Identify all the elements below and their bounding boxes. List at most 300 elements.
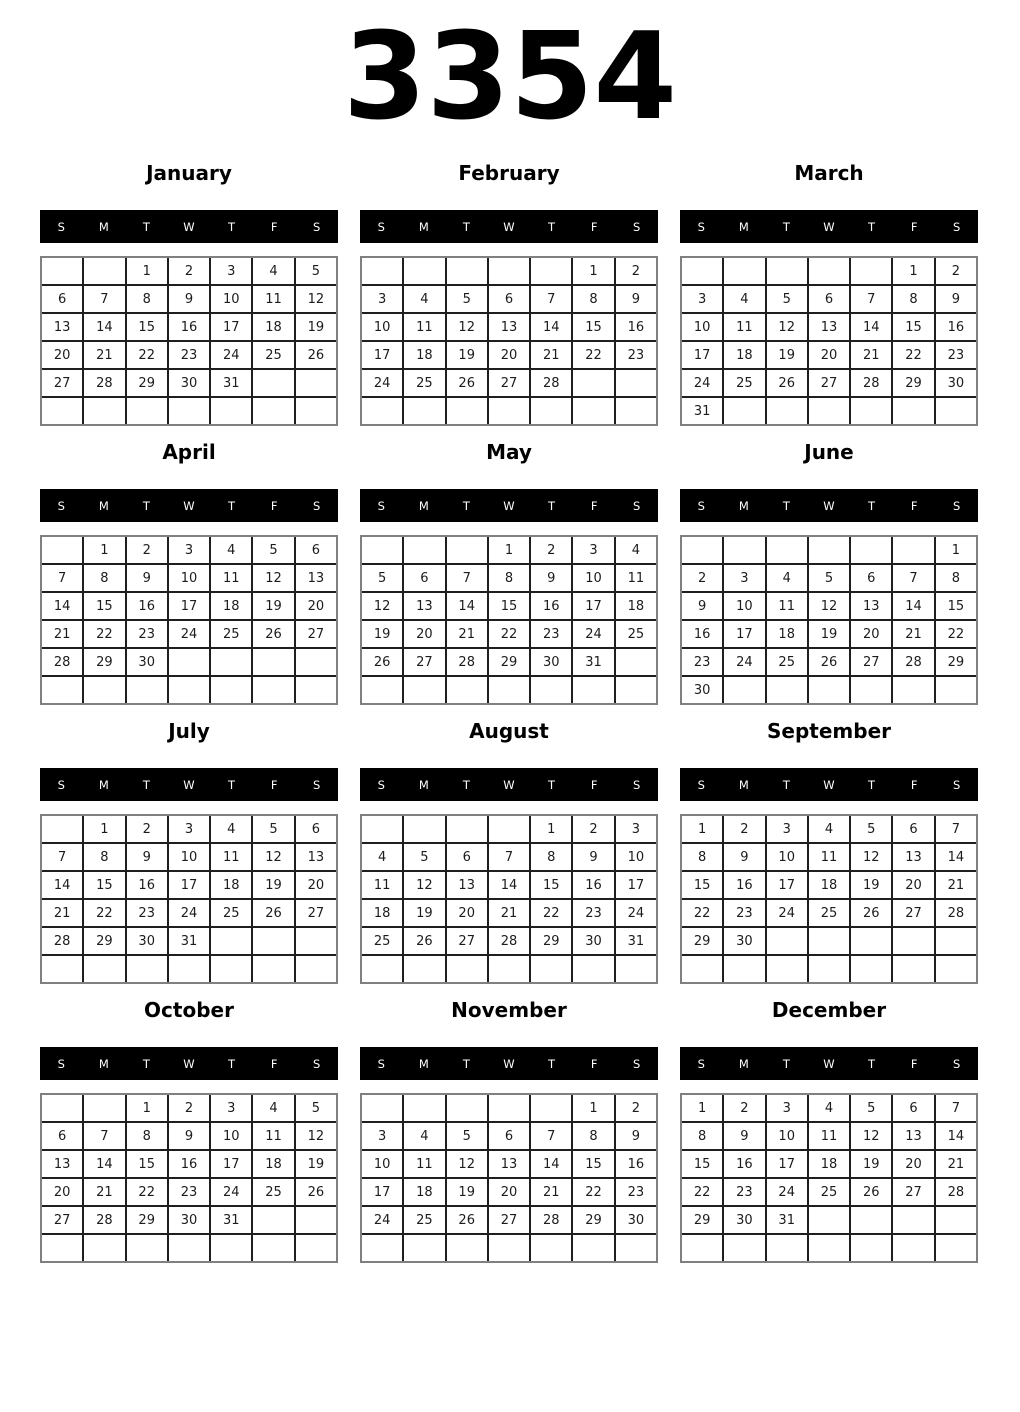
day-cell: 26 bbox=[851, 900, 891, 926]
day-cell: 19 bbox=[253, 593, 293, 619]
day-cell: 13 bbox=[296, 844, 336, 870]
empty-day-cell bbox=[296, 370, 336, 396]
day-cell: 16 bbox=[616, 314, 656, 340]
empty-day-cell bbox=[809, 537, 849, 563]
weekday-label: F bbox=[270, 498, 278, 513]
day-cell: 3 bbox=[169, 537, 209, 563]
day-cell: 8 bbox=[489, 565, 529, 591]
day-cell: 14 bbox=[42, 872, 82, 898]
weekday-label: T bbox=[868, 777, 876, 792]
day-cell: 9 bbox=[616, 1123, 656, 1149]
weekday-label: T bbox=[462, 498, 470, 513]
day-cell: 12 bbox=[253, 565, 293, 591]
day-cell: 5 bbox=[296, 1095, 336, 1121]
day-cell: 7 bbox=[531, 286, 571, 312]
day-cell: 30 bbox=[616, 1207, 656, 1233]
weekday-header-row bbox=[680, 768, 978, 801]
day-cell: 27 bbox=[893, 900, 933, 926]
day-cell: 31 bbox=[767, 1207, 807, 1233]
day-cell: 2 bbox=[616, 1095, 656, 1121]
empty-day-cell bbox=[404, 816, 444, 842]
day-cell: 21 bbox=[489, 900, 529, 926]
day-cell: 17 bbox=[169, 593, 209, 619]
day-cell: 25 bbox=[767, 649, 807, 675]
day-cell: 15 bbox=[127, 314, 167, 340]
weekday-label: T bbox=[868, 498, 876, 513]
day-cell: 11 bbox=[362, 872, 402, 898]
day-cell: 24 bbox=[169, 621, 209, 647]
day-cell: 17 bbox=[767, 1151, 807, 1177]
weekday-header-row bbox=[680, 210, 978, 243]
empty-day-cell bbox=[42, 816, 82, 842]
empty-day-cell bbox=[253, 1235, 293, 1261]
weekday-label: S bbox=[697, 498, 705, 513]
day-cell: 4 bbox=[809, 1095, 849, 1121]
day-cell: 13 bbox=[809, 314, 849, 340]
empty-day-cell bbox=[253, 928, 293, 954]
empty-day-cell bbox=[724, 537, 764, 563]
empty-day-cell bbox=[42, 1095, 82, 1121]
empty-day-cell bbox=[211, 649, 251, 675]
empty-day-cell bbox=[851, 258, 891, 284]
day-cell: 28 bbox=[893, 649, 933, 675]
day-cell: 12 bbox=[809, 593, 849, 619]
day-cell: 21 bbox=[893, 621, 933, 647]
empty-day-cell bbox=[127, 956, 167, 982]
day-cell: 22 bbox=[682, 900, 722, 926]
weekday-label: M bbox=[98, 498, 109, 513]
day-cell: 14 bbox=[84, 314, 124, 340]
empty-day-cell bbox=[211, 398, 251, 424]
day-cell: 3 bbox=[362, 1123, 402, 1149]
day-cell: 17 bbox=[211, 1151, 251, 1177]
day-cell: 22 bbox=[682, 1179, 722, 1205]
day-cell: 27 bbox=[851, 649, 891, 675]
month-november bbox=[360, 999, 658, 1263]
month-name: February bbox=[458, 161, 560, 185]
day-cell: 17 bbox=[767, 872, 807, 898]
empty-day-cell bbox=[767, 537, 807, 563]
date-grid bbox=[40, 535, 338, 705]
day-cell: 7 bbox=[42, 844, 82, 870]
day-cell: 3 bbox=[724, 565, 764, 591]
weekday-label: T bbox=[228, 1056, 236, 1071]
day-cell: 12 bbox=[447, 1151, 487, 1177]
day-cell: 26 bbox=[851, 1179, 891, 1205]
day-cell: 15 bbox=[893, 314, 933, 340]
weekday-header-row bbox=[40, 489, 338, 522]
day-cell: 14 bbox=[84, 1151, 124, 1177]
day-cell: 25 bbox=[211, 900, 251, 926]
weekday-label: S bbox=[57, 1056, 65, 1071]
day-cell: 29 bbox=[127, 1207, 167, 1233]
weekday-label: T bbox=[868, 1056, 876, 1071]
day-cell: 10 bbox=[362, 314, 402, 340]
weekday-label: F bbox=[270, 1056, 278, 1071]
weekday-label: S bbox=[697, 777, 705, 792]
day-cell: 23 bbox=[936, 342, 976, 368]
empty-day-cell bbox=[767, 928, 807, 954]
weekday-header-row bbox=[40, 210, 338, 243]
weekday-label: T bbox=[548, 1056, 556, 1071]
empty-day-cell bbox=[893, 537, 933, 563]
weekday-label: M bbox=[98, 777, 109, 792]
day-cell: 20 bbox=[489, 342, 529, 368]
months-grid bbox=[40, 162, 980, 1263]
day-cell: 21 bbox=[851, 342, 891, 368]
day-cell: 24 bbox=[573, 621, 613, 647]
day-cell: 1 bbox=[893, 258, 933, 284]
weekday-label: S bbox=[633, 1056, 641, 1071]
day-cell: 6 bbox=[42, 286, 82, 312]
empty-day-cell bbox=[84, 398, 124, 424]
empty-day-cell bbox=[127, 1235, 167, 1261]
day-cell: 15 bbox=[573, 1151, 613, 1177]
day-cell: 30 bbox=[531, 649, 571, 675]
empty-day-cell bbox=[362, 258, 402, 284]
day-cell: 29 bbox=[531, 928, 571, 954]
day-cell: 28 bbox=[42, 649, 82, 675]
day-cell: 21 bbox=[42, 900, 82, 926]
day-cell: 29 bbox=[489, 649, 529, 675]
day-cell: 12 bbox=[362, 593, 402, 619]
empty-day-cell bbox=[42, 398, 82, 424]
day-cell: 28 bbox=[531, 1207, 571, 1233]
date-grid bbox=[680, 256, 978, 426]
day-cell: 20 bbox=[489, 1179, 529, 1205]
empty-day-cell bbox=[851, 928, 891, 954]
day-cell: 19 bbox=[404, 900, 444, 926]
day-cell: 26 bbox=[809, 649, 849, 675]
day-cell: 3 bbox=[362, 286, 402, 312]
empty-day-cell bbox=[573, 398, 613, 424]
day-cell: 30 bbox=[682, 677, 722, 703]
day-cell: 13 bbox=[851, 593, 891, 619]
day-cell: 4 bbox=[767, 565, 807, 591]
day-cell: 13 bbox=[42, 314, 82, 340]
weekday-label: S bbox=[377, 777, 385, 792]
day-cell: 21 bbox=[936, 872, 976, 898]
day-cell: 23 bbox=[573, 900, 613, 926]
day-cell: 3 bbox=[682, 286, 722, 312]
day-cell: 30 bbox=[127, 649, 167, 675]
weekday-label: T bbox=[462, 777, 470, 792]
weekday-label: F bbox=[590, 1056, 598, 1071]
day-cell: 6 bbox=[42, 1123, 82, 1149]
day-cell: 27 bbox=[893, 1179, 933, 1205]
day-cell: 2 bbox=[936, 258, 976, 284]
empty-day-cell bbox=[211, 928, 251, 954]
day-cell: 30 bbox=[169, 1207, 209, 1233]
day-cell: 10 bbox=[211, 1123, 251, 1149]
empty-day-cell bbox=[127, 398, 167, 424]
weekday-label: S bbox=[377, 498, 385, 513]
day-cell: 23 bbox=[169, 1179, 209, 1205]
day-cell: 9 bbox=[936, 286, 976, 312]
day-cell: 8 bbox=[682, 844, 722, 870]
weekday-label: T bbox=[782, 498, 790, 513]
day-cell: 23 bbox=[724, 900, 764, 926]
empty-day-cell bbox=[127, 677, 167, 703]
day-cell: 24 bbox=[616, 900, 656, 926]
day-cell: 6 bbox=[447, 844, 487, 870]
weekday-label: T bbox=[782, 1056, 790, 1071]
day-cell: 17 bbox=[362, 1179, 402, 1205]
day-cell: 10 bbox=[362, 1151, 402, 1177]
day-cell: 8 bbox=[573, 1123, 613, 1149]
day-cell: 27 bbox=[296, 621, 336, 647]
weekday-label: M bbox=[418, 1056, 429, 1071]
day-cell: 16 bbox=[573, 872, 613, 898]
day-cell: 22 bbox=[489, 621, 529, 647]
day-cell: 31 bbox=[573, 649, 613, 675]
empty-day-cell bbox=[404, 537, 444, 563]
day-cell: 7 bbox=[531, 1123, 571, 1149]
day-cell: 19 bbox=[447, 1179, 487, 1205]
day-cell: 6 bbox=[851, 565, 891, 591]
day-cell: 26 bbox=[296, 1179, 336, 1205]
day-cell: 26 bbox=[253, 900, 293, 926]
weekday-label: W bbox=[823, 777, 835, 792]
day-cell: 27 bbox=[809, 370, 849, 396]
day-cell: 15 bbox=[489, 593, 529, 619]
day-cell: 20 bbox=[893, 1151, 933, 1177]
weekday-label: F bbox=[910, 1056, 918, 1071]
day-cell: 8 bbox=[84, 844, 124, 870]
day-cell: 24 bbox=[767, 1179, 807, 1205]
day-cell: 15 bbox=[127, 1151, 167, 1177]
day-cell: 11 bbox=[809, 844, 849, 870]
empty-day-cell bbox=[724, 956, 764, 982]
empty-day-cell bbox=[362, 398, 402, 424]
day-cell: 19 bbox=[809, 621, 849, 647]
day-cell: 15 bbox=[936, 593, 976, 619]
empty-day-cell bbox=[936, 1207, 976, 1233]
day-cell: 22 bbox=[573, 1179, 613, 1205]
day-cell: 8 bbox=[682, 1123, 722, 1149]
empty-day-cell bbox=[893, 928, 933, 954]
day-cell: 25 bbox=[211, 621, 251, 647]
month-june bbox=[680, 441, 978, 705]
weekday-label: W bbox=[503, 498, 515, 513]
day-cell: 28 bbox=[42, 928, 82, 954]
date-grid bbox=[360, 256, 658, 426]
day-cell: 24 bbox=[211, 342, 251, 368]
day-cell: 22 bbox=[573, 342, 613, 368]
weekday-label: T bbox=[228, 498, 236, 513]
day-cell: 10 bbox=[682, 314, 722, 340]
weekday-label: W bbox=[183, 498, 195, 513]
month-january bbox=[40, 162, 338, 426]
day-cell: 24 bbox=[724, 649, 764, 675]
day-cell: 16 bbox=[724, 872, 764, 898]
day-cell: 1 bbox=[682, 816, 722, 842]
empty-day-cell bbox=[936, 677, 976, 703]
day-cell: 17 bbox=[211, 314, 251, 340]
empty-day-cell bbox=[489, 1235, 529, 1261]
day-cell: 23 bbox=[616, 1179, 656, 1205]
date-grid bbox=[680, 535, 978, 705]
day-cell: 2 bbox=[169, 258, 209, 284]
day-cell: 6 bbox=[296, 537, 336, 563]
month-name: July bbox=[168, 719, 210, 743]
month-july bbox=[40, 720, 338, 984]
day-cell: 2 bbox=[531, 537, 571, 563]
date-grid bbox=[680, 814, 978, 984]
empty-day-cell bbox=[42, 956, 82, 982]
day-cell: 8 bbox=[127, 286, 167, 312]
weekday-header-row bbox=[40, 1047, 338, 1080]
weekday-label: W bbox=[823, 219, 835, 234]
weekday-label: T bbox=[868, 219, 876, 234]
weekday-label: S bbox=[953, 219, 961, 234]
day-cell: 26 bbox=[362, 649, 402, 675]
month-name: September bbox=[767, 719, 891, 743]
weekday-label: W bbox=[823, 498, 835, 513]
day-cell: 9 bbox=[616, 286, 656, 312]
day-cell: 18 bbox=[767, 621, 807, 647]
day-cell: 23 bbox=[724, 1179, 764, 1205]
day-cell: 24 bbox=[362, 1207, 402, 1233]
empty-day-cell bbox=[84, 258, 124, 284]
day-cell: 13 bbox=[42, 1151, 82, 1177]
empty-day-cell bbox=[809, 398, 849, 424]
empty-day-cell bbox=[447, 677, 487, 703]
day-cell: 18 bbox=[616, 593, 656, 619]
empty-day-cell bbox=[489, 1095, 529, 1121]
day-cell: 5 bbox=[851, 816, 891, 842]
weekday-header-row bbox=[360, 1047, 658, 1080]
day-cell: 18 bbox=[253, 1151, 293, 1177]
day-cell: 3 bbox=[211, 258, 251, 284]
weekday-label: S bbox=[953, 1056, 961, 1071]
weekday-label: W bbox=[823, 1056, 835, 1071]
empty-day-cell bbox=[893, 1207, 933, 1233]
day-cell: 28 bbox=[851, 370, 891, 396]
weekday-label: T bbox=[228, 219, 236, 234]
day-cell: 30 bbox=[724, 1207, 764, 1233]
day-cell: 22 bbox=[127, 342, 167, 368]
day-cell: 11 bbox=[211, 844, 251, 870]
day-cell: 5 bbox=[767, 286, 807, 312]
empty-day-cell bbox=[42, 258, 82, 284]
day-cell: 20 bbox=[447, 900, 487, 926]
day-cell: 25 bbox=[724, 370, 764, 396]
day-cell: 2 bbox=[127, 537, 167, 563]
day-cell: 12 bbox=[404, 872, 444, 898]
day-cell: 19 bbox=[767, 342, 807, 368]
day-cell: 19 bbox=[296, 314, 336, 340]
day-cell: 24 bbox=[682, 370, 722, 396]
day-cell: 7 bbox=[936, 816, 976, 842]
empty-day-cell bbox=[573, 1235, 613, 1261]
empty-day-cell bbox=[724, 677, 764, 703]
weekday-label: S bbox=[313, 219, 321, 234]
day-cell: 1 bbox=[127, 1095, 167, 1121]
month-name: January bbox=[146, 161, 232, 185]
day-cell: 10 bbox=[169, 565, 209, 591]
empty-day-cell bbox=[362, 1095, 402, 1121]
weekday-header-row bbox=[40, 768, 338, 801]
day-cell: 14 bbox=[531, 1151, 571, 1177]
day-cell: 15 bbox=[573, 314, 613, 340]
day-cell: 28 bbox=[447, 649, 487, 675]
day-cell: 7 bbox=[851, 286, 891, 312]
day-cell: 28 bbox=[936, 900, 976, 926]
day-cell: 25 bbox=[809, 900, 849, 926]
day-cell: 1 bbox=[84, 537, 124, 563]
empty-day-cell bbox=[447, 1095, 487, 1121]
day-cell: 29 bbox=[682, 928, 722, 954]
day-cell: 18 bbox=[211, 872, 251, 898]
day-cell: 4 bbox=[616, 537, 656, 563]
day-cell: 28 bbox=[489, 928, 529, 954]
day-cell: 7 bbox=[447, 565, 487, 591]
day-cell: 16 bbox=[531, 593, 571, 619]
day-cell: 4 bbox=[404, 286, 444, 312]
empty-day-cell bbox=[253, 677, 293, 703]
day-cell: 12 bbox=[767, 314, 807, 340]
day-cell: 12 bbox=[296, 286, 336, 312]
weekday-label: F bbox=[590, 498, 598, 513]
day-cell: 5 bbox=[447, 1123, 487, 1149]
day-cell: 26 bbox=[767, 370, 807, 396]
empty-day-cell bbox=[809, 956, 849, 982]
empty-day-cell bbox=[767, 956, 807, 982]
empty-day-cell bbox=[404, 956, 444, 982]
day-cell: 5 bbox=[253, 537, 293, 563]
weekday-label: S bbox=[633, 219, 641, 234]
day-cell: 5 bbox=[253, 816, 293, 842]
month-may bbox=[360, 441, 658, 705]
empty-day-cell bbox=[211, 956, 251, 982]
day-cell: 15 bbox=[84, 593, 124, 619]
weekday-label: F bbox=[910, 219, 918, 234]
day-cell: 25 bbox=[253, 342, 293, 368]
weekday-label: S bbox=[953, 777, 961, 792]
empty-day-cell bbox=[809, 1235, 849, 1261]
day-cell: 15 bbox=[682, 872, 722, 898]
day-cell: 5 bbox=[362, 565, 402, 591]
empty-day-cell bbox=[573, 956, 613, 982]
day-cell: 12 bbox=[851, 844, 891, 870]
empty-day-cell bbox=[296, 398, 336, 424]
day-cell: 11 bbox=[616, 565, 656, 591]
weekday-label: S bbox=[313, 1056, 321, 1071]
day-cell: 8 bbox=[127, 1123, 167, 1149]
weekday-label: S bbox=[57, 498, 65, 513]
day-cell: 22 bbox=[893, 342, 933, 368]
day-cell: 8 bbox=[893, 286, 933, 312]
day-cell: 1 bbox=[489, 537, 529, 563]
empty-day-cell bbox=[447, 1235, 487, 1261]
day-cell: 1 bbox=[573, 258, 613, 284]
day-cell: 29 bbox=[127, 370, 167, 396]
month-september bbox=[680, 720, 978, 984]
day-cell: 27 bbox=[296, 900, 336, 926]
day-cell: 22 bbox=[531, 900, 571, 926]
weekday-label: W bbox=[183, 1056, 195, 1071]
month-name: April bbox=[162, 440, 216, 464]
month-name: June bbox=[804, 440, 854, 464]
day-cell: 22 bbox=[127, 1179, 167, 1205]
day-cell: 21 bbox=[447, 621, 487, 647]
day-cell: 4 bbox=[724, 286, 764, 312]
day-cell: 6 bbox=[489, 286, 529, 312]
weekday-label: W bbox=[503, 777, 515, 792]
empty-day-cell bbox=[211, 677, 251, 703]
empty-day-cell bbox=[447, 258, 487, 284]
